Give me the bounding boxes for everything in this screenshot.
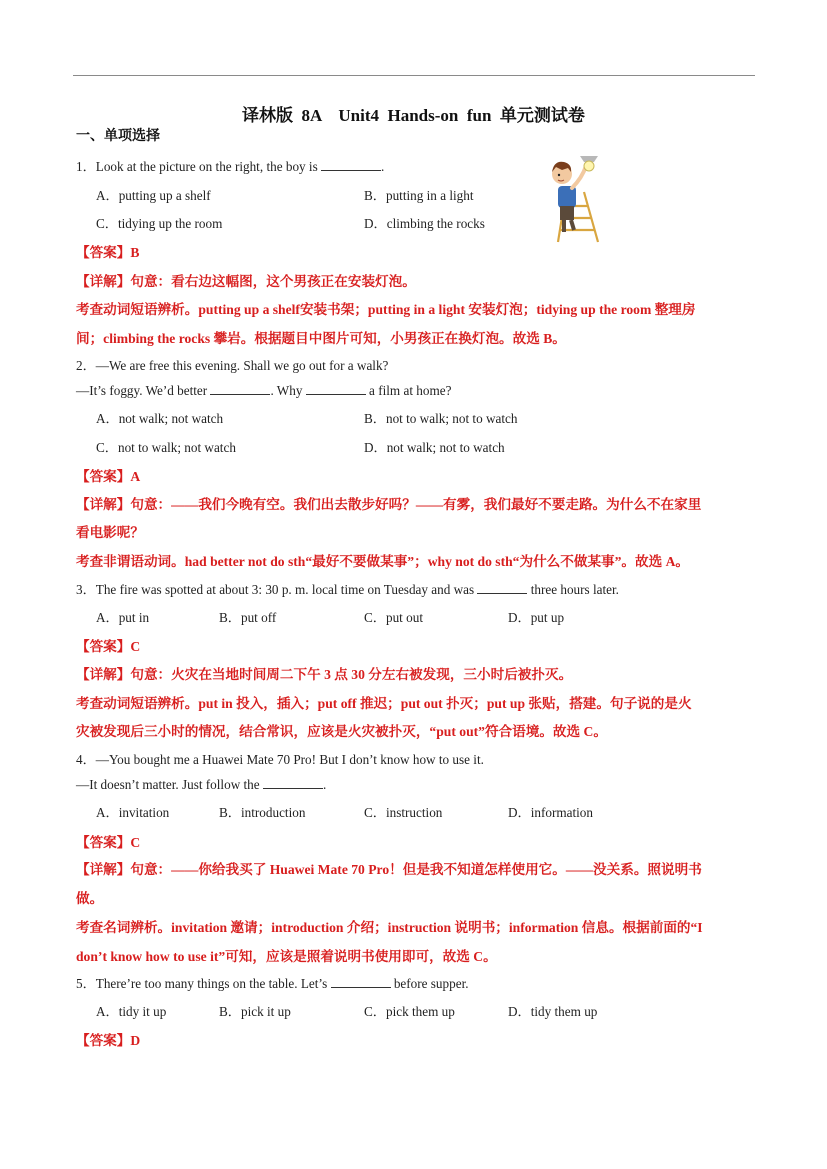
q3-detail-line: 考查动词短语辨析。put in 投入，插入；put off 推迟；put out 扑灭；put up 张贴，搭建。句子说的是火 (76, 696, 692, 711)
q4-detail-line: 考查名词辨析。invitation 邀请；introduction 介绍；instruction 说明书；information 信息。根据前面的“I (76, 920, 703, 935)
answer-blank (321, 158, 381, 171)
q3-option-d: D．put up (508, 610, 565, 625)
q2-option-d: D．not walk; not to watch (364, 440, 505, 455)
q3-answer: 【答案】C (76, 639, 141, 654)
q3-option-c: C．put out (364, 610, 423, 625)
answer-blank (477, 581, 527, 594)
q4-option-c: C．instruction (364, 805, 443, 820)
q5-option-b: B．pick it up (219, 1004, 291, 1019)
q1-detail-line: 间；climbing the rocks 攀岩。根据题目中图片可知，小男孩正在换灯泡。故选 B。 (76, 331, 566, 346)
q5-option-a: A．tidy it up (96, 1004, 167, 1019)
question-4-stem: 4．—You bought me a Huawei Mate 70 Pro! But I don’t know how to use it. (76, 752, 484, 767)
q4-detail-line: 【详解】句意：——你给我买了 Huawei Mate 70 Pro！但是我不知道怎样使用它。——没关系。照说明书 (76, 862, 702, 877)
q5-option-c: C．pick them up (364, 1004, 455, 1019)
q2-detail-line: 考查非谓语动词。had better not do sth“最好不要做某事”；why not do sth“为什么不做某事”。故选 A。 (76, 554, 690, 569)
question-2-stem: 2．—We are free this evening. Shall we go out for a walk? (76, 358, 389, 373)
q1-detail-line: 【详解】句意：看右边这幅图，这个男孩正在安装灯泡。 (76, 274, 416, 289)
q4-detail-line: 做。 (76, 891, 104, 906)
q4-option-a: A．invitation (96, 805, 170, 820)
q4-option-d: D．information (508, 805, 593, 820)
q3-detail-line: 【详解】句意：火灾在当地时间周二下午 3 点 30 分左右被发现，三小时后被扑灭。 (76, 667, 573, 682)
answer-blank (263, 776, 323, 789)
q1-option-b: B．putting in a light (364, 188, 474, 203)
q3-option-b: B．put off (219, 610, 277, 625)
question-2-reply: —It’s foggy. We’d better . Why a film at home? (76, 383, 452, 398)
q2-detail-line: 【详解】句意：——我们今晚有空。我们出去散步好吗？——有雾，我们最好不要走路。为什么不在家里 (76, 497, 702, 512)
q2-option-c: C．not to walk; not watch (96, 440, 236, 455)
q2-answer: 【答案】A (76, 469, 141, 484)
q4-option-b: B．introduction (219, 805, 306, 820)
q1-answer: 【答案】B (76, 245, 140, 260)
q5-option-d: D．tidy them up (508, 1004, 598, 1019)
question-3-stem: 3．The fire was spotted at about 3: 30 p. m. local time on Tuesday and was three hours later. (76, 582, 619, 597)
question-4-reply: —It doesn’t matter. Just follow the . (76, 777, 327, 792)
question-5-stem: 5．There’re too many things on the table. Let’s before supper. (76, 976, 469, 991)
q1-detail-line: 考查动词短语辨析。putting up a shelf安装书架；putting in a light 安装灯泡；tidying up the room 整理房 (76, 302, 696, 317)
page-title: 译林版 8A Unit4 Hands-on fun 单元测试卷 (242, 106, 585, 125)
q4-answer: 【答案】C (76, 835, 141, 850)
answer-blank (331, 975, 391, 988)
q2-option-a: A．not walk; not watch (96, 411, 224, 426)
answer-blank (306, 382, 366, 395)
question-1-stem: 1．Look at the picture on the right, the boy is . (76, 159, 385, 174)
header-rule (73, 75, 755, 76)
q5-answer: 【答案】D (76, 1033, 141, 1048)
q1-option-a: A．putting up a shelf (96, 188, 211, 203)
q1-option-c: C．tidying up the room (96, 216, 223, 231)
answer-blank (210, 382, 270, 395)
q4-detail-line: don’t know how to use it”可知，应该是照着说明书使用即可，故选 C。 (76, 949, 497, 964)
q1-option-d: D．climbing the rocks (364, 216, 485, 231)
q3-detail-line: 灾被发现后三小时的情况，结合常识，应该是火灾被扑灭，“put out”符合语境。故选 C。 (76, 724, 607, 739)
q3-option-a: A．put in (96, 610, 150, 625)
q2-detail-line: 看电影呢？ (76, 525, 144, 540)
section-heading: 一、单项选择 (76, 129, 160, 144)
boy-on-ladder-illustration (528, 152, 606, 244)
q2-option-b: B．not to walk; not to watch (364, 411, 518, 426)
